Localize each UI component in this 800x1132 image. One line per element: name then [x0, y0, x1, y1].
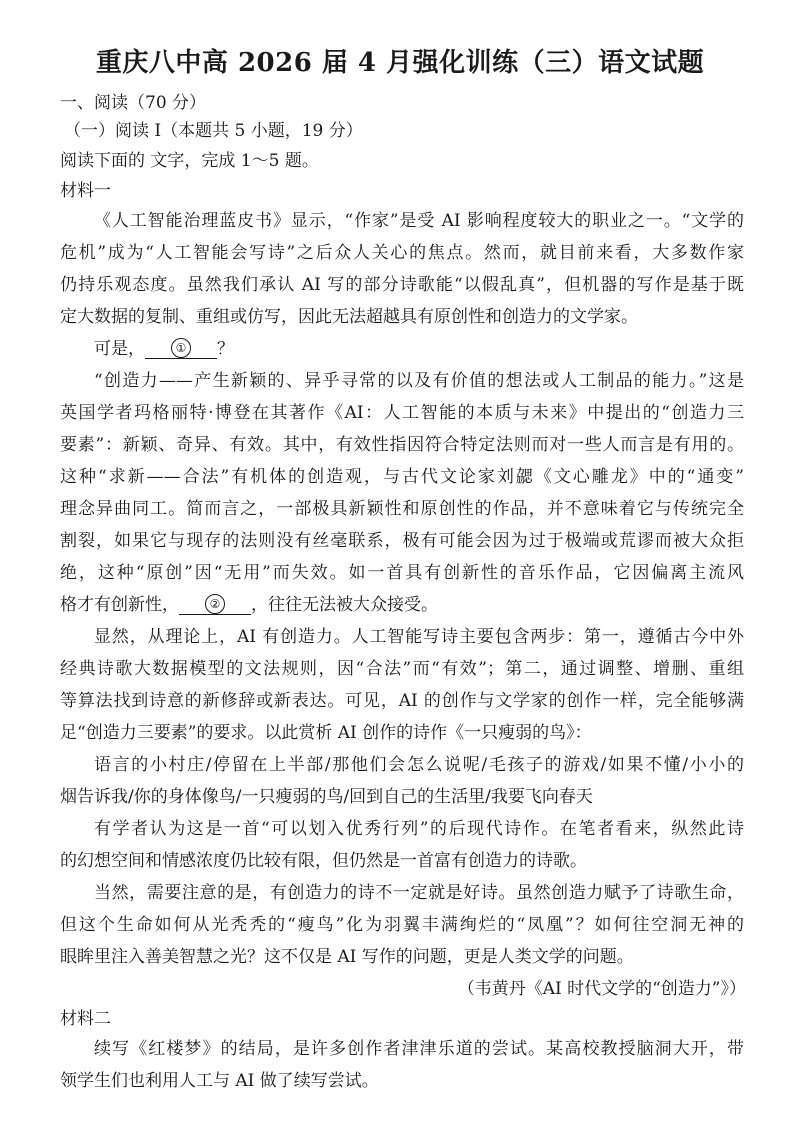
paragraph-line: 显然，从理论上，AI 有创造力。人工智能写诗主要包含两步：第一，遵循古今中外 [94, 627, 744, 647]
subsection-heading: （一）阅读 I（本题共 5 小题，19 分） [64, 121, 363, 141]
question-line-blank-2 [60, 590, 744, 615]
fill-blank-2 [179, 594, 251, 615]
question-line-blank-1 [94, 334, 778, 359]
paragraph-line: 割裂，如果它与现存的法则没有丝毫联系，极有可能会因为过于极端或荒谬而被大众拒 [60, 531, 744, 551]
paragraph-line: 英国学者玛格丽特·博登在其著作《AI：人工智能的本质与未来》中提出的“创造力三 [60, 403, 744, 423]
paragraph-line: 绝，这种“原创”因“无用”而失效。如一首具有创新性的音乐作品，它因偏离主流风 [60, 563, 744, 583]
paragraph-line: 当然，需要注意的是，有创造力的诗不一定就是好诗。虽然创造力赋予了诗歌生命， [94, 883, 744, 903]
paragraph-line: 要素”：新颖、奇异、有效。其中，有效性指因符合特定法则而对一些人而言是有用的。 [60, 435, 744, 455]
paragraph-line: 等算法找到诗意的新修辞或新表达。可见，AI 的创作与文学家的创作一样，完全能够满 [60, 691, 744, 711]
paragraph-line: 危机”成为“人工智能会写诗”之后众人关心的焦点。然而，就目前来看，大多数作家 [60, 243, 744, 263]
poem-line: 语言的小村庄/停留在上半部/那他们会怎么说呢/毛孩子的游戏/如果不懂/小小的 [94, 755, 744, 775]
paragraph-line: 续写《红楼梦》的结局，是许多创作者津津乐道的尝试。某高校教授脑洞大开，带 [94, 1039, 744, 1059]
instruction-text: 阅读下面的 文字，完成 1～5 题。 [60, 151, 319, 171]
paragraph-line: 理念异曲同工。简而言之，一部极具新颖性和原创性的作品，并不意味着它与传统完全 [60, 499, 744, 519]
text-fragment: ，往往无法被大众接受。 [251, 595, 438, 615]
exam-title: 重庆八中高 2026 届 4 月强化训练（三）语文试题 [95, 48, 705, 78]
material-two-label: 材料二 [60, 1009, 111, 1029]
material-one-label: 材料一 [60, 181, 111, 201]
text-fragment: 可是， [94, 339, 145, 359]
section-heading: 一、阅读（70 分） [60, 93, 207, 113]
paragraph-line: 经典诗歌大数据模型的文法规则，因“合法”而“有效”；第二，通过调整、增删、重组 [60, 659, 744, 679]
paragraph-line: 有学者认为这是一首“可以划入优秀行列”的后现代诗作。在笔者看来，纵然此诗 [94, 819, 744, 839]
paragraph-line: 定大数据的复制、重组或仿写，因此无法超越具有原创性和创造力的文学家。 [60, 307, 638, 327]
blank-number-2: ② [205, 594, 225, 614]
source-citation: （韦黄丹《AI 时代文学的“创造力”》） [457, 979, 746, 999]
paragraph-line: 这种“求新——合法”有机体的创造观，与古代文论家刘勰《文心雕龙》中的“通变” [60, 467, 744, 487]
paragraph-line: 眼眸里注入善美智慧之光？这不仅是 AI 写作的问题，更是人类文学的问题。 [60, 947, 634, 967]
poem-line: 烟告诉我/你的身体像鸟/一只瘦弱的鸟/回到自己的生活里/我要飞向春天 [60, 787, 593, 807]
paragraph-line: 仍持乐观态度。虽然我们承认 AI 写的部分诗歌能“以假乱真”，但机器的写作是基于既 [60, 275, 744, 295]
paragraph-line: 的幻想空间和情感浓度仍比较有限，但仍然是一首富有创造力的诗歌。 [60, 851, 587, 871]
paragraph-line: 足“创造力三要素”的要求。以此赏析 AI 创作的诗作《一只瘦弱的鸟》： [60, 723, 592, 743]
paragraph-line: 《人工智能治理蓝皮书》显示，“作家”是受 AI 影响程度较大的职业之一。“文学的 [94, 211, 744, 231]
blank-number-1: ① [171, 338, 191, 358]
paragraph-line: 领学生们也利用人工与 AI 做了续写尝试。 [60, 1071, 379, 1091]
text-fragment: ？ [217, 339, 234, 359]
text-fragment: 格才有创新性， [60, 595, 179, 615]
fill-blank-1 [145, 338, 217, 359]
paragraph-line: 但这个生命如何从光秃秃的“瘦鸟”化为羽翼丰满绚烂的“凤凰”？如何往空洞无神的 [60, 915, 744, 935]
paragraph-line: “创造力——产生新颖的、异乎寻常的以及有价值的想法或人工制品的能力。”这是 [94, 371, 744, 391]
